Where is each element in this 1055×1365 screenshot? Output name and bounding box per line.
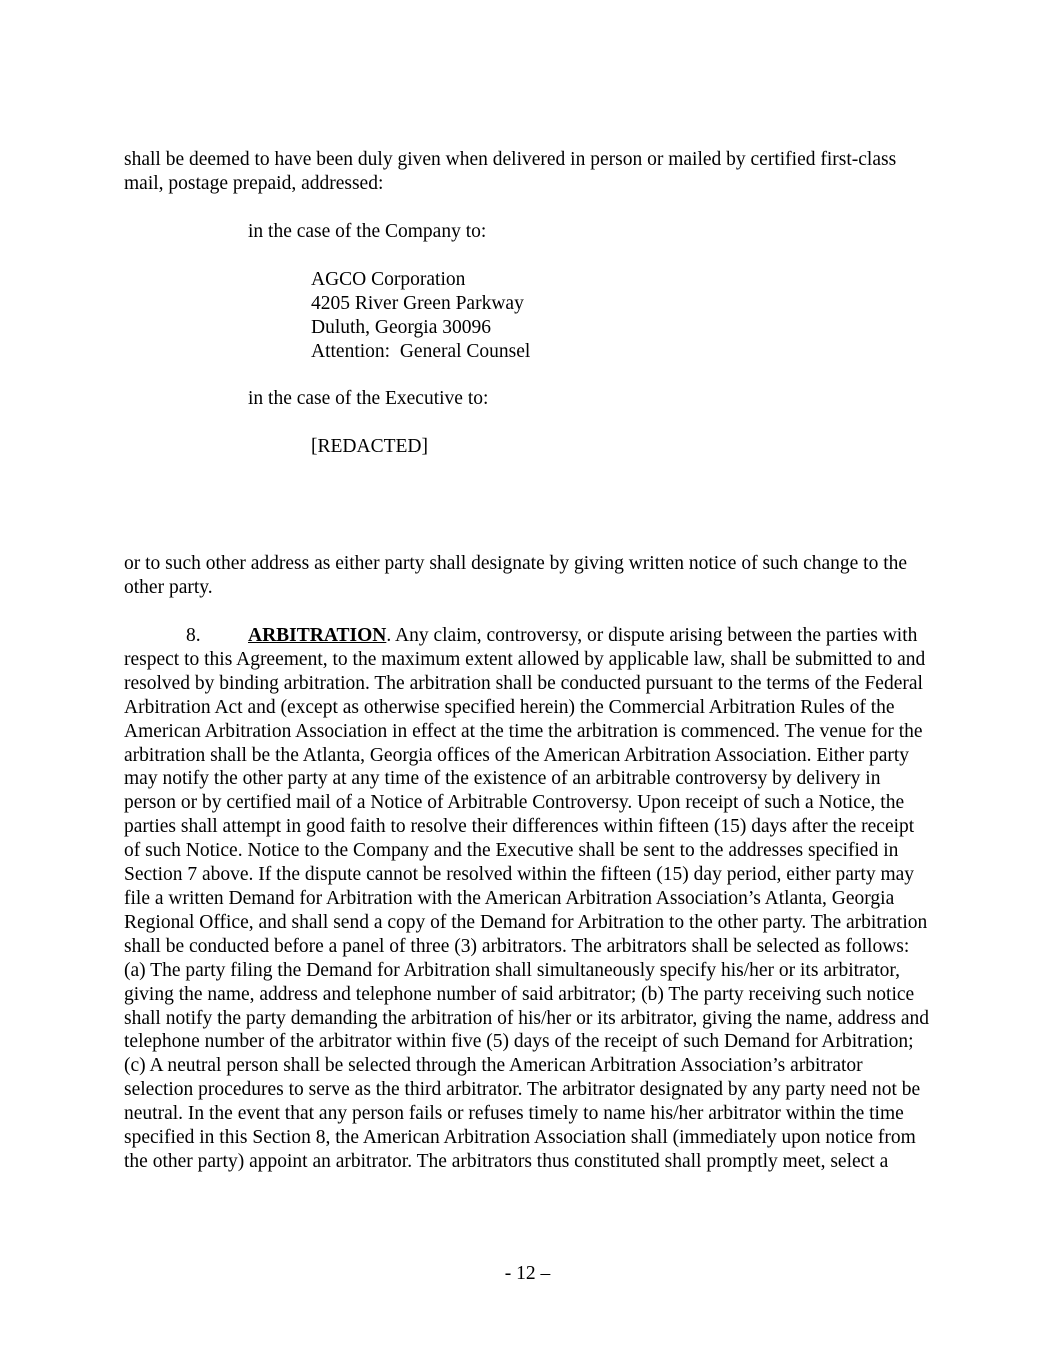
- intro-paragraph: shall be deemed to have been duly given when delivered in person or mailed by certified first-class mail, postage prepaid, addressed:: [124, 149, 897, 194]
- page-number: - 12 –: [504, 1263, 551, 1284]
- section-heading-punct: .: [386, 625, 392, 646]
- section-number: 8.: [186, 625, 201, 646]
- executive-label: in the case of the Executive to:: [248, 388, 489, 409]
- section-8-paragraph: [124, 624, 929, 1174]
- company-city: Duluth, Georgia 30096: [311, 317, 491, 338]
- company-name: AGCO Corporation: [311, 269, 466, 290]
- company-attention: Attention: General Counsel: [311, 341, 531, 362]
- executive-address: [REDACTED]: [311, 436, 428, 457]
- closing-paragraph: or to such other address as either party shall designate by giving written notice of such change to the other party.: [124, 553, 908, 598]
- company-street: 4205 River Green Parkway: [311, 293, 524, 314]
- section-body: Any claim, controversy, or dispute arising between the parties with respect to this Agreement, to the maximum extent allowed by applicable law, shall be submitted to and resolved by binding arbitration. The arbitration shall be conducted pursuant to the terms of the Federal Arbitration Act and (except as otherwise specified herein) the Commercial Arbitration Rules of the American Arbitration Association in effect at the time the arbitration is commenced. The venue for the arbitration shall be the Atlanta, Georgia offices of the American Arbitration Association. Either party may notify the other party at any time of the existence of an arbitrable controversy by delivery in person or by certified mail of a Notice of Arbitrable Controversy. Upon receipt of such a Notice, the parties shall attempt in good faith to resolve their differences within fifteen (15) days after the receipt of such Notice. Notice to the Company and the Executive shall be sent to the addresses specified in Section 7 above. If the dispute cannot be resolved within the fifteen (15) day period, either party may file a written Demand for Arbitration with the American Arbitration Association’s Atlanta, Georgia Regional Office, and shall send a copy of the Demand for Arbitration to the other party. The arbitration shall be conducted before a panel of three (3) arbitrators. The arbitrators shall be selected as follows: (a) The party filing the Demand for Arbitration shall simultaneously specify his/her or its arbitrator, giving the name, address and telephone number of said arbitrator; (b) The party receiving such notice shall notify the party demanding the arbitration of his/her or its arbitrator, giving the name, address and telephone number of the arbitrator within five (5) days of the receipt of such Demand for Arbitration; (c) A neutral person shall be selected through the American Arbitration Association’s arbitrator selection procedures to serve as the third arbitrator. The arbitrator designated by any party need not be neutral. In the event that any person fails or refuses timely to name his/her arbitrator within the time specified in this Section 8, the American Arbitration Association shall (immediately upon notice from the other party) appoint an arbitrator. The arbitrators thus constituted shall promptly meet, select a: [124, 625, 930, 1172]
- company-label: in the case of the Company to:: [248, 221, 487, 242]
- section-heading: ARBITRATION: [248, 625, 387, 646]
